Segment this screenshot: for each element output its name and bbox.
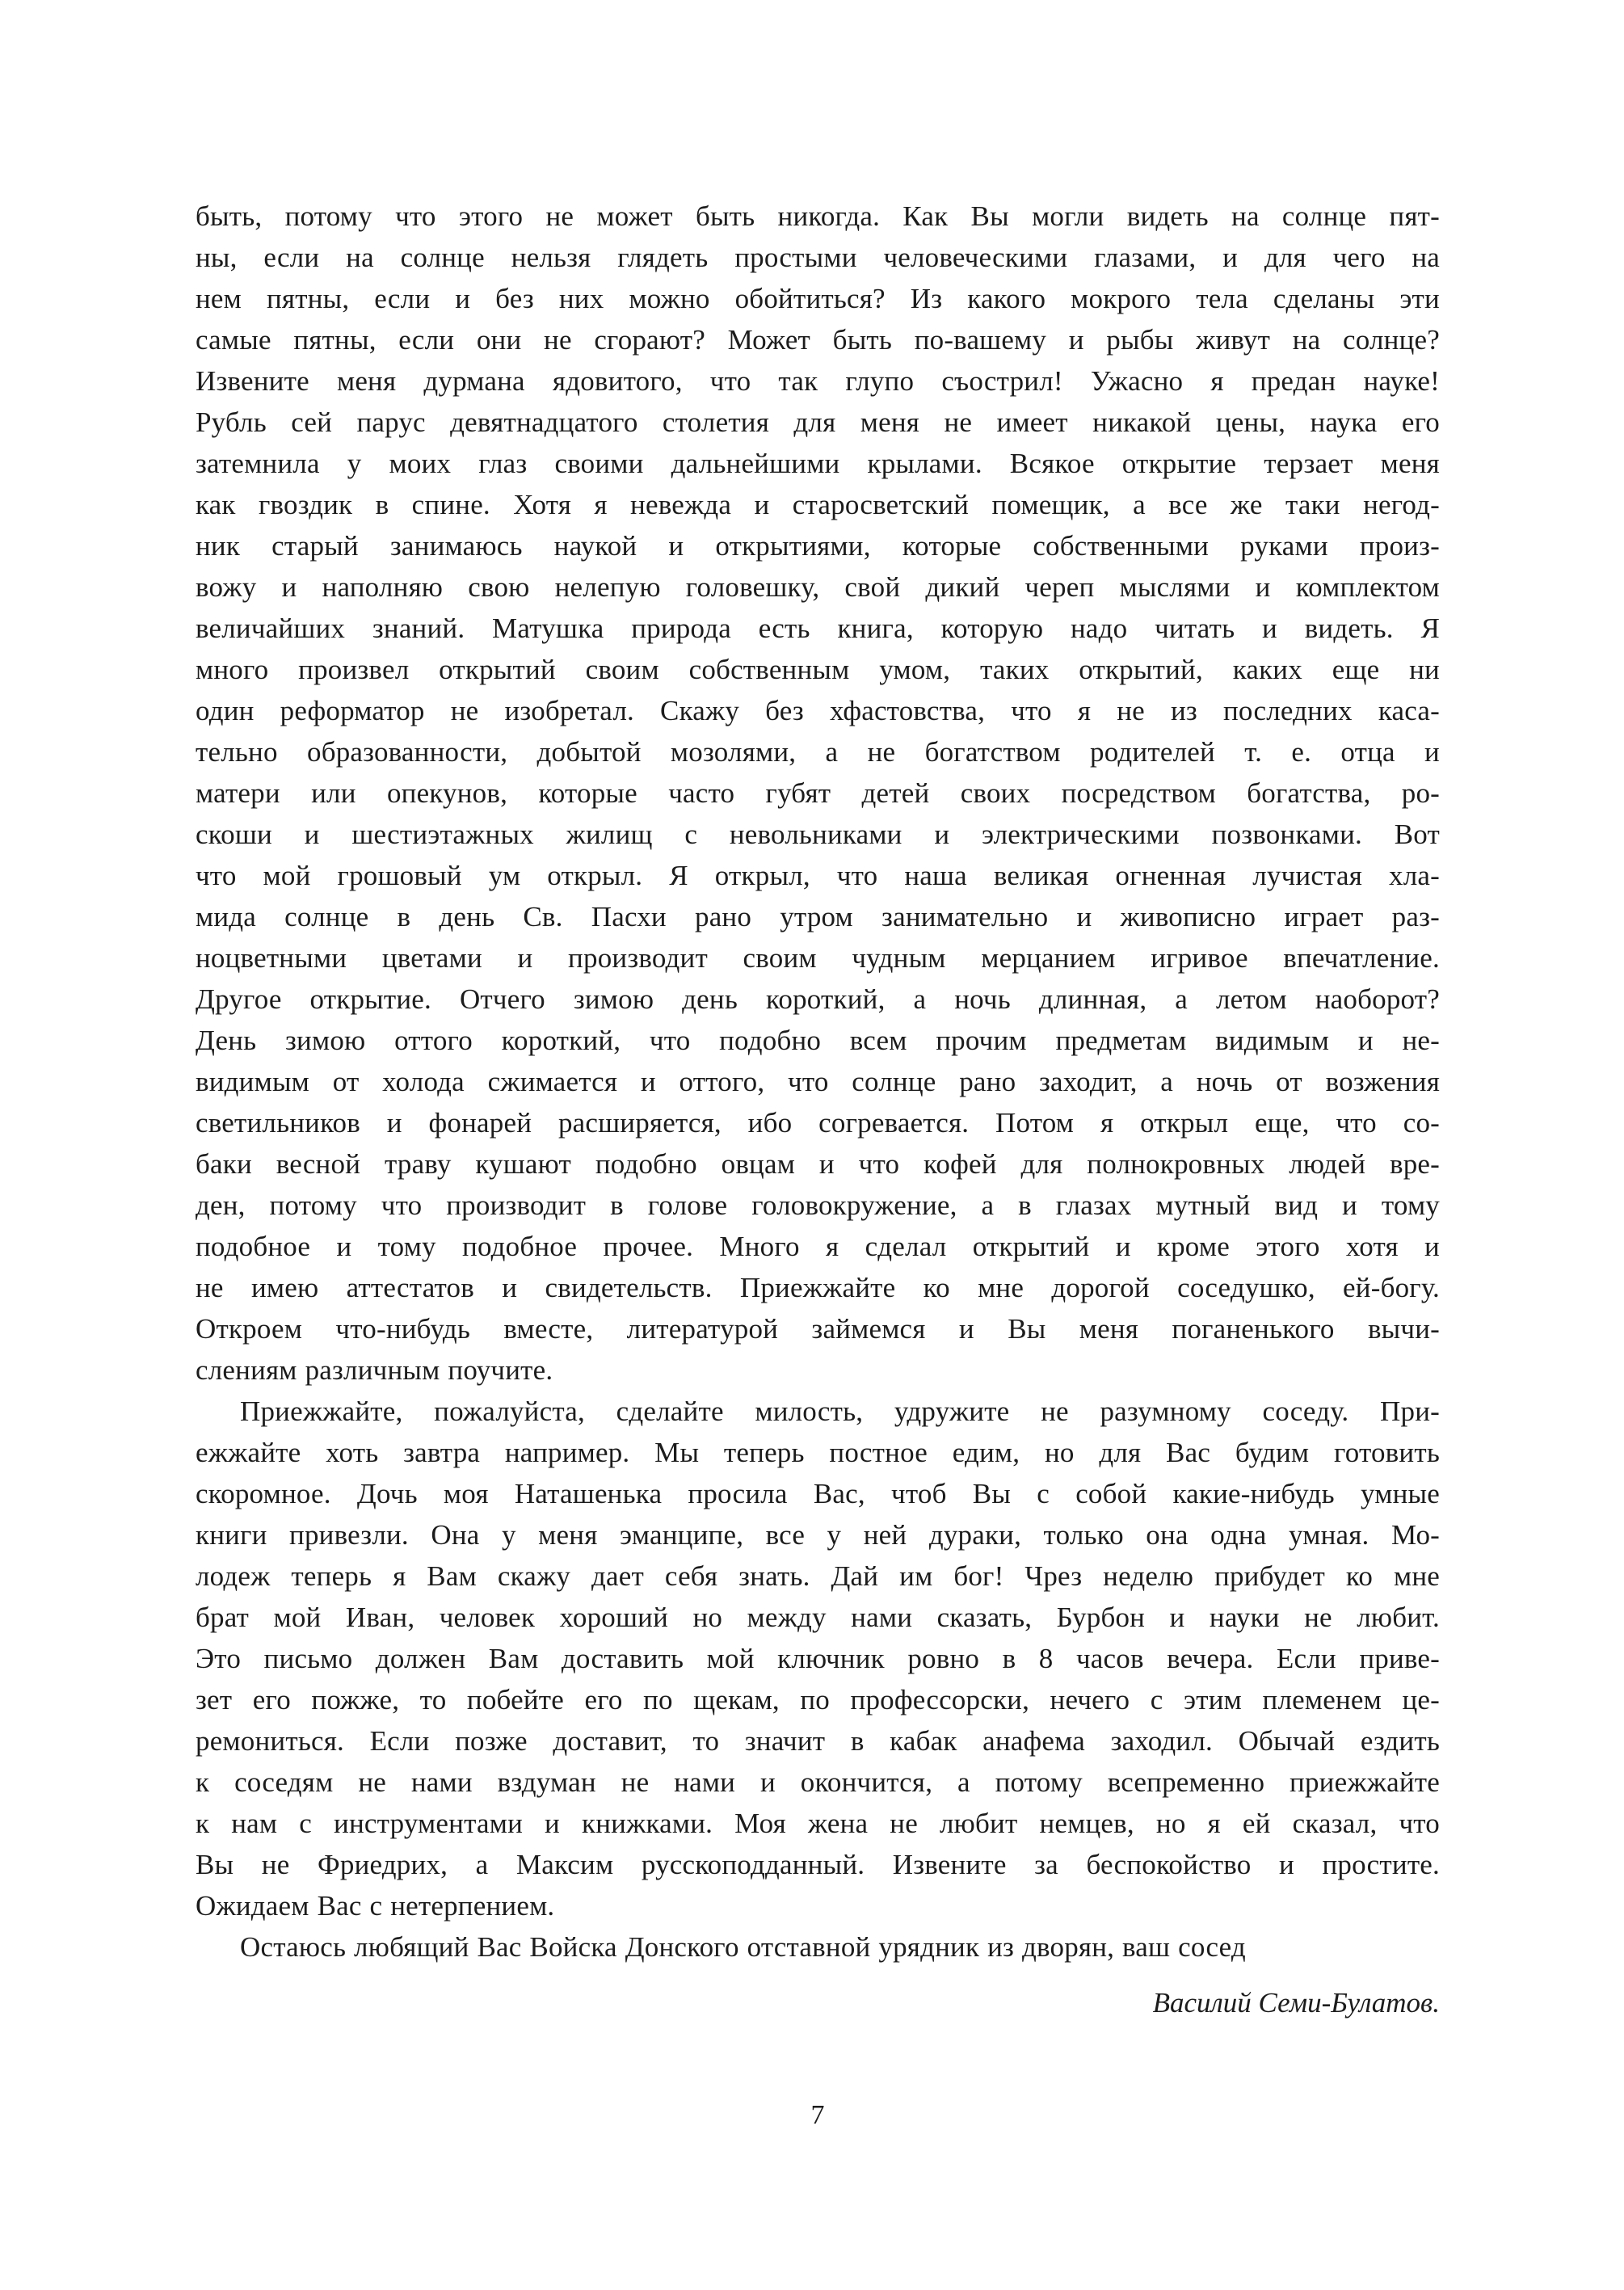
text-line: ремониться. Если позже доставит, то значит в кабак анафема заходил. Обычай ездить <box>196 1725 1440 1757</box>
text-line: ник старый занимаюсь наукой и открытиями, которые собственными руками произ- <box>196 530 1440 562</box>
text-line: Остаюсь любящий Вас Войска Донского отставной урядник из дворян, ваш сосед <box>240 1931 1246 1963</box>
text-line: Рубль сей парус девятнадцатого столетия для меня не имеет никакой цены, наука его <box>196 406 1440 438</box>
page-number: 7 <box>810 2100 825 2130</box>
text-line: слениям различным поучите. <box>196 1354 553 1386</box>
text-line: скоши и шестиэтажных жилищ с невольниками и электрическими позвонками. Вот <box>196 819 1440 850</box>
text-line: затемнила у моих глаз своими дальнейшими крылами. Всякое открытие терзает меня <box>196 448 1440 479</box>
text-line: к соседям не нами вздуман не нами и окончится, а потому всепременно приежжайте <box>196 1766 1440 1798</box>
text-line: лодеж теперь я Вам скажу дает себя знать. Дай им бог! Чрез неделю прибудет ко мне <box>196 1560 1440 1592</box>
text-line: мида солнце в день Св. Пасхи рано утром занимательно и живописно играет раз- <box>196 901 1440 932</box>
text-line: Приежжайте, пожалуйста, сделайте милость, удружите не разумному соседу. При- <box>240 1395 1440 1427</box>
text-line: величайших знаний. Матушка природа есть книга, которую надо читать и видеть. Я <box>196 612 1440 644</box>
text-line: День зимою оттого короткий, что подобно всем прочим предметам видимым и не- <box>196 1025 1440 1056</box>
text-line: брат мой Иван, человек хороший но между нами сказать, Бурбон и науки не любит. <box>196 1602 1440 1633</box>
text-line: Вы не Фриедрих, а Максим русскоподданный. Извените за беспокойство и простите. <box>196 1849 1440 1880</box>
text-line: Откроем что-нибудь вместе, литературой займемся и Вы меня поганенького вычи- <box>196 1313 1440 1345</box>
text-line: Другое открытие. Отчего зимою день короткий, а ночь длинная, а летом наоборот? <box>196 983 1440 1015</box>
text-line: видимым от холода сжимается и оттого, что солнце рано заходит, а ночь от возжения <box>196 1066 1440 1097</box>
text-line: быть, потому что этого не может быть никогда. Как Вы могли видеть на солнце пят- <box>196 200 1440 232</box>
text-line: скоромное. Дочь моя Наташенька просила Вас, чтоб Вы с собой какие-нибудь умные <box>196 1478 1440 1509</box>
text-line: к нам с инструментами и книжками. Моя жена не любит немцев, но я ей сказал, что <box>196 1808 1440 1839</box>
text-line: самые пятны, если они не сгорают? Может быть по-вашему и рыбы живут на солнце? <box>196 324 1440 356</box>
text-line: ден, потому что производит в голове головокружение, а в глазах мутный вид и тому <box>196 1189 1440 1221</box>
text-line: один реформатор не изобретал. Скажу без хфастовства, что я не из последних каса- <box>196 695 1440 726</box>
text-line: зет его пожже, то побейте его по щекам, по профессорски, нечего с этим племенем це- <box>196 1684 1440 1715</box>
text-line: как гвоздик в спине. Хотя я невежда и старосветский помещик, а все же таки негод- <box>196 489 1440 520</box>
text-line: матери или опекунов, которые часто губят детей своих посредством богатства, ро- <box>196 777 1440 809</box>
text-line: Ожидаем Вас с нетерпением. <box>196 1890 555 1922</box>
text-line: светильников и фонарей расширяется, ибо согревается. Потом я открыл еще, что со- <box>196 1107 1440 1139</box>
text-line: нем пятны, если и без них можно обойтиться? Из какого мокрого тела сделаны эти <box>196 283 1440 314</box>
letter-body <box>196 196 1440 2023</box>
text-line: Это письмо должен Вам доставить мой ключник ровно в 8 часов вечера. Если приве- <box>196 1643 1440 1674</box>
text-line: баки весной траву кушают подобно овцам и что кофей для полнокровных людей вре- <box>196 1148 1440 1180</box>
text-line: ноцветными цветами и производит своим чудным мерцанием игривое впечатление. <box>196 942 1440 974</box>
text-line: ежжайте хоть завтра например. Мы теперь постное едим, но для Вас будим готовить <box>196 1437 1440 1468</box>
text-line: много произвел открытий своим собственным умом, таких открытий, каких еще ни <box>196 654 1440 685</box>
text-line: книги привезли. Она у меня эманципе, все у ней дураки, только она одна умная. Мо- <box>196 1519 1440 1551</box>
text-line: что мой грошовый ум открыл. Я открыл, что наша великая огненная лучистая хла- <box>196 860 1440 891</box>
signature: Василий Семи-Булатов. <box>1152 1987 1440 2018</box>
text-line: вожу и наполняю свою нелепую головешку, свой дикий череп мыслями и комплектом <box>196 571 1440 603</box>
text-line: не имею аттестатов и свидетельств. Приежжайте ко мне дорогой соседушко, ей-богу. <box>196 1272 1440 1303</box>
text-line: Извените меня дурмана ядовитого, что так глупо съострил! Ужасно я предан науке! <box>196 365 1440 397</box>
text-line: тельно образованности, добытой мозолями, а не богатством родителей т. е. отца и <box>196 736 1440 768</box>
text-line: ны, если на солнце нельзя глядеть простыми человеческими глазами, и для чего на <box>196 242 1440 273</box>
text-line: подобное и тому подобное прочее. Много я сделал открытий и кроме этого хотя и <box>196 1231 1440 1262</box>
